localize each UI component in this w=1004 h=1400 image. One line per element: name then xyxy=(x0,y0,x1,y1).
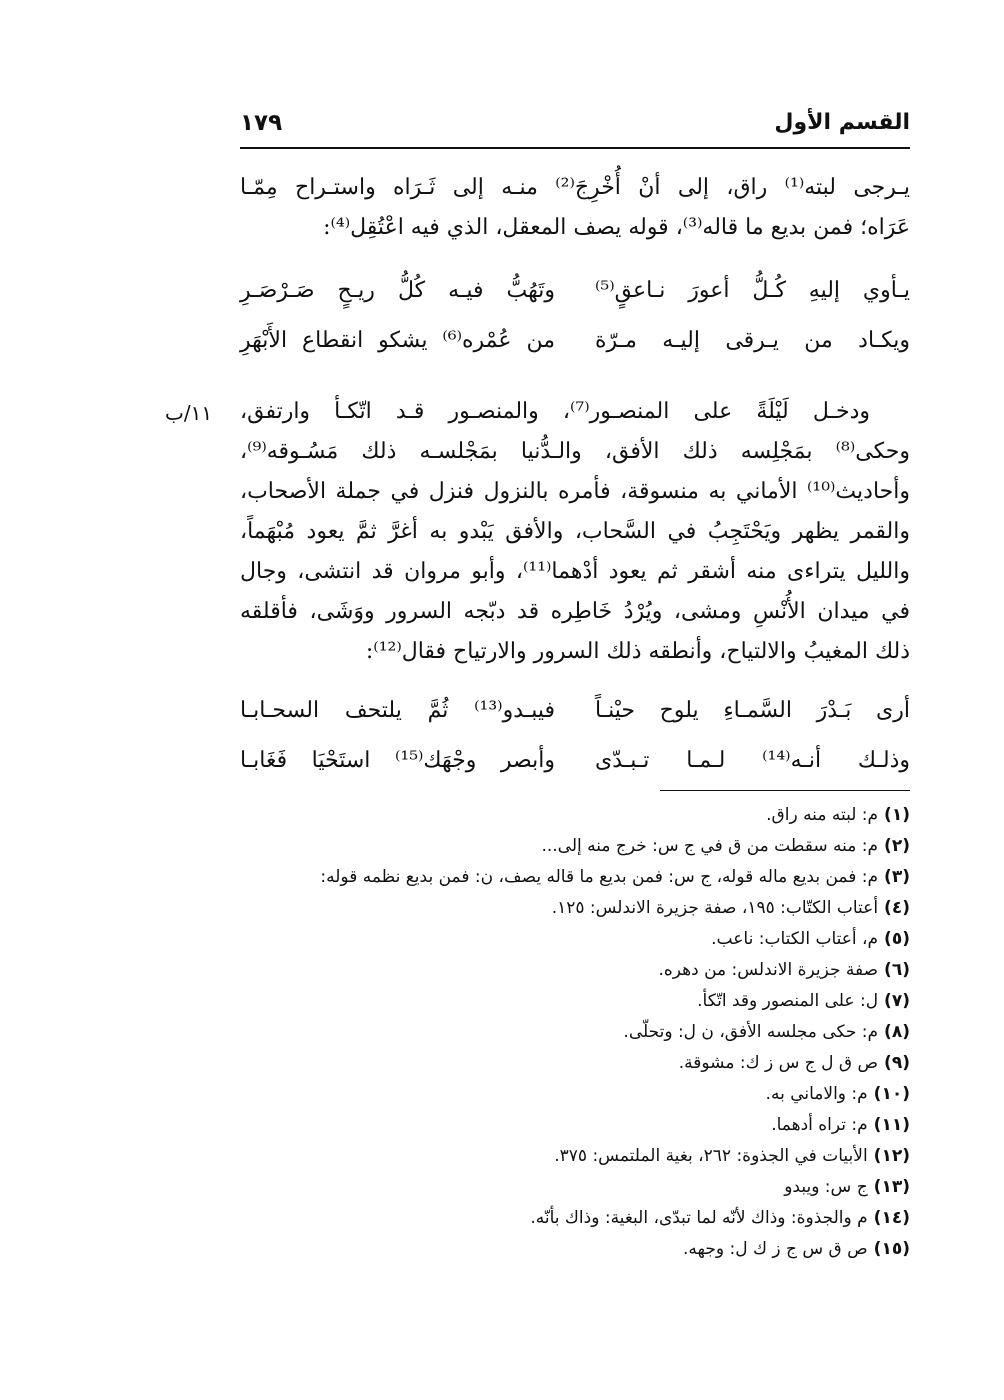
text-line: وحكى⁽⁸⁾ بمَجْلِسه ذلك الأفق، والـدُّنيا بمَجْلسـه ذلك مَسُـوقه⁽⁹⁾، xyxy=(240,439,910,464)
footnote xyxy=(240,1172,910,1203)
footnotes xyxy=(240,800,910,1265)
paragraph-1 xyxy=(240,168,910,248)
verse-first-hemistich: وذلـك أنـه⁽¹⁴⁾ لـمـا تـبـدّى xyxy=(595,748,911,773)
text-line: عَرَاه؛ فمن بديع ما قاله⁽³⁾، قوله يصف المعقل، الذي فيه اعْتُقِل⁽⁴⁾: xyxy=(323,215,910,240)
footnote-number: (٧) xyxy=(884,991,910,1011)
page-header xyxy=(240,110,910,146)
footnote-number: (٩) xyxy=(884,1053,910,1073)
footnote xyxy=(240,1079,910,1110)
footnote-number: (٤) xyxy=(884,898,910,918)
text-line: والليل يتراءى منه أشقر ثم يعود أدْهما⁽¹¹⁾، وأبو مروان قد انتشى، وجال xyxy=(240,559,910,584)
footnote xyxy=(240,1141,910,1172)
footnote xyxy=(240,955,910,986)
footnote-number: (٢) xyxy=(884,836,910,856)
verse-block-2 xyxy=(240,698,910,798)
verse-line xyxy=(240,278,910,328)
footnote-text: م: والاماني به. xyxy=(765,1084,868,1104)
section-title: القسم الأول xyxy=(774,110,910,135)
footnote-number: (٥) xyxy=(884,929,910,949)
footnote-text: م: تراه أدهما. xyxy=(771,1115,868,1135)
text-line: وأحاديث⁽¹⁰⁾ الأماني به منسوقة، فأمره بالنزول فنزل في جملة الأصحاب، xyxy=(240,479,910,504)
footnote xyxy=(240,800,910,831)
text-line: والقمر يظهر ويَحْتَجِبُ في السَّحاب، والأفق يَبْدو به أغرَّ ثمَّ يعود مُبْهَماً، xyxy=(240,519,910,544)
text-line: يـرجى لبته⁽¹⁾ راق، إلى أنْ أُخْرِجَ⁽²⁾ منـه إلى ثَـرَاه واستـراح مِمّـا xyxy=(240,175,910,200)
footnote-number: (١٢) xyxy=(873,1146,910,1166)
verse-second-hemistich: فيبـدو⁽¹³⁾ ثُمَّ يلتحف السحـابـا xyxy=(240,698,555,723)
text-line: في ميدان الأُنْسِ ومشى، ويُرْدُ خَاطِره قد دبّجه السرور ووَشَى، فأقلقه xyxy=(240,599,910,624)
footnote-text: م، أعتاب الكتاب: ناعب. xyxy=(711,929,879,949)
footnote-text: م: فمن بديع ماله قوله، ج س: فمن بديع ما قاله يصف، ن: فمن بديع نظمه قوله: xyxy=(320,867,879,887)
footnote xyxy=(240,893,910,924)
verse-second-hemistich: وأبصر وجْهَك⁽¹⁵⁾ استَحْيَا فَغَابـا xyxy=(240,748,555,773)
footnote-text: الأبيات في الجذوة: ٢٦٢، بغية الملتمس: ٣٧٥. xyxy=(554,1146,868,1166)
footnote-text: ص ق ل ج س ز ك: مشوقة. xyxy=(678,1053,879,1073)
footnote-number: (١٣) xyxy=(873,1177,910,1197)
footnote-text: م: حكى مجلسه الأفق، ن ل: وتحلّى. xyxy=(623,1022,879,1042)
footnote xyxy=(240,924,910,955)
footnote xyxy=(240,1234,910,1265)
footnote xyxy=(240,1048,910,1079)
verse-line xyxy=(240,698,910,748)
footnote-text: أعتاب الكتّاب: ١٩٥، صفة جزيرة الاندلس: ١٢٥. xyxy=(551,898,879,918)
page-number: ١٧٩ xyxy=(240,110,283,136)
footnote-text: صفة جزيرة الاندلس: من دهره. xyxy=(658,960,879,980)
footnote-text: م: لبته منه راق. xyxy=(766,805,879,825)
footnote-text: م والجذوة: وذاك لأنّه لما تبدّى، البغية: وذاك بأنّه. xyxy=(530,1208,868,1228)
verse-first-hemistich: يـأوي إليهِ كُـلُّ أعورَ نـاعقٍ⁽⁵⁾ xyxy=(595,278,910,303)
verse-second-hemistich: وتَهُبُّ فيـه كُلُّ ريـحٍ صَـرْصَـرِ xyxy=(240,278,555,303)
verse-first-hemistich: ويكـاد من يـرقى إليـه مـرّة xyxy=(595,328,910,353)
footnote-text: ج س: ويبدو xyxy=(784,1177,868,1197)
verse-first-hemistich: أرى بَـدْرَ السَّمـاءِ يلوح حيْنـاً xyxy=(595,698,910,723)
footnote-number: (٦) xyxy=(884,960,910,980)
footnote-number: (١) xyxy=(884,805,910,825)
footnote xyxy=(240,1110,910,1141)
footnote-number: (٣) xyxy=(884,867,910,887)
footnote-number: (١١) xyxy=(873,1115,910,1135)
footnote-number: (١٤) xyxy=(873,1208,910,1228)
footnote xyxy=(240,1017,910,1048)
footnote xyxy=(240,862,910,893)
footnote-rule xyxy=(660,790,910,791)
text-line: ذلك المغيبُ والالتياح، وأنطقه ذلك السرور والارتياح فقال⁽¹²⁾: xyxy=(365,639,910,664)
text-line: ودخـل لَيْلَةً على المنصـور⁽⁷⁾، والمنصـور قـد اتّكـأ وارتفق، xyxy=(240,399,871,424)
footnote-text: ل: على المنصور وقد اتّكأ. xyxy=(697,991,879,1011)
margin-folio-note: ١١/ب xyxy=(165,401,213,425)
header-rule xyxy=(240,147,910,149)
footnote-number: (١٥) xyxy=(873,1239,910,1259)
verse-line xyxy=(240,328,910,378)
footnote xyxy=(240,831,910,862)
footnote-text: ص ق س ج ز ك ل: وجهه. xyxy=(683,1239,868,1259)
verse-block-1 xyxy=(240,278,910,378)
footnote-text: م: منه سقطت من ق في ج س: خرج منه إلى... xyxy=(541,836,879,856)
verse-second-hemistich: من عُمْره⁽⁶⁾ يشكو انقطاع الأَبْهَرِ xyxy=(240,328,555,353)
footnote-number: (١٠) xyxy=(873,1084,910,1104)
footnote xyxy=(240,986,910,1017)
footnote-number: (٨) xyxy=(884,1022,910,1042)
footnote xyxy=(240,1203,910,1234)
paragraph-2 xyxy=(240,392,910,672)
